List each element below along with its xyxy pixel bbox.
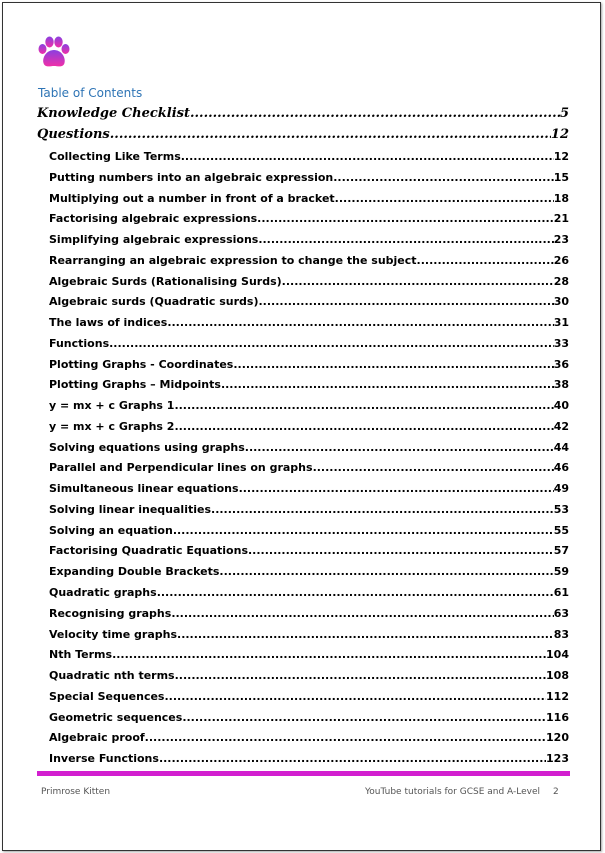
toc-entry[interactable] <box>49 192 569 208</box>
toc-entry-title: Algebraic Surds (Rationalising Surds) <box>49 275 282 288</box>
toc-entry-title: Quadratic graphs <box>49 586 157 599</box>
toc-section-title: Questions <box>37 127 110 142</box>
toc-leader-dots <box>258 233 553 246</box>
toc-entry[interactable] <box>49 295 569 311</box>
toc-entry-title: Quadratic nth terms <box>49 669 175 682</box>
toc-entry[interactable] <box>49 711 569 727</box>
toc-entry[interactable] <box>49 461 569 477</box>
toc-entry[interactable] <box>49 337 569 353</box>
toc-entry[interactable] <box>49 669 569 685</box>
toc-entry[interactable] <box>49 503 569 519</box>
footer-author: Primrose Kitten <box>41 787 111 797</box>
toc-entry[interactable] <box>49 731 569 747</box>
toc-entry-page: 44 <box>553 441 569 454</box>
toc-entry-title: Plotting Graphs – Midpoints <box>49 378 221 391</box>
toc-entry-page: 57 <box>553 544 569 557</box>
toc-entry-title: Special Sequences <box>49 690 165 703</box>
toc-entry-page: 104 <box>546 648 569 661</box>
toc-leader-dots <box>257 212 554 225</box>
toc-entry-title: Multiplying out a number in front of a bracket <box>49 192 335 205</box>
toc-entry-title: Expanding Double Brackets <box>49 565 220 578</box>
toc-entry[interactable] <box>49 399 569 415</box>
toc-entry-title: Simultaneous linear equations <box>49 482 239 495</box>
toc-entry-title: Collecting Like Terms <box>49 150 181 163</box>
toc-entry-page: 23 <box>553 233 569 246</box>
toc-entry-page: 83 <box>553 628 569 641</box>
footer-accent-rule <box>37 771 570 776</box>
toc-entry[interactable] <box>49 212 569 228</box>
toc-section-page: 12 <box>550 127 569 142</box>
toc-entry-page: 38 <box>553 378 569 391</box>
toc-leader-dots <box>245 441 554 454</box>
toc-leader-dots <box>248 544 554 557</box>
toc-entry-page: 59 <box>553 565 569 578</box>
toc-leader-dots <box>211 503 554 516</box>
toc-entry-page: 53 <box>553 503 569 516</box>
toc-entry-title: Plotting Graphs - Coordinates <box>49 358 234 371</box>
toc-entry-page: 61 <box>553 586 569 599</box>
toc-leader-dots <box>171 607 553 620</box>
toc-entry-page: 26 <box>553 254 569 267</box>
toc-leader-dots <box>417 254 554 267</box>
toc-leader-dots <box>177 628 554 641</box>
toc-entry-page: 30 <box>553 295 569 308</box>
toc-entry-page: 63 <box>553 607 569 620</box>
toc-entry[interactable] <box>49 524 569 540</box>
toc-entry-title: y = mx + c Graphs 2 <box>49 420 175 433</box>
toc-entry[interactable] <box>49 648 569 664</box>
toc-leader-dots <box>219 565 553 578</box>
toc-entry-page: 40 <box>553 399 569 412</box>
toc-entry-title: Inverse Functions <box>49 752 159 765</box>
toc-leader-dots <box>110 127 551 142</box>
toc-entry-title: Nth Terms <box>49 648 113 661</box>
toc-entry-page: 49 <box>553 482 569 495</box>
toc-entry-page: 108 <box>546 669 569 682</box>
toc-entry-title: Factorising Quadratic Equations <box>49 544 248 557</box>
toc-section-questions[interactable] <box>37 127 569 145</box>
toc-leader-dots <box>190 106 560 121</box>
toc-entry-page: 123 <box>546 752 569 765</box>
toc-entry-title: Rearranging an algebraic expression to change the subject <box>49 254 417 267</box>
toc-section-page: 5 <box>559 106 569 121</box>
toc-entry-title: Factorising algebraic expressions <box>49 212 258 225</box>
toc-entry-page: 116 <box>546 711 569 724</box>
toc-entry[interactable] <box>49 544 569 560</box>
toc-entry[interactable] <box>49 358 569 374</box>
toc-entry[interactable] <box>49 482 569 498</box>
footer-page-number: 2 <box>553 787 559 797</box>
toc-leader-dots <box>145 731 546 744</box>
toc-entry-title: Simplifying algebraic expressions <box>49 233 259 246</box>
toc-leader-dots <box>282 275 554 288</box>
toc-entry-title: Solving an equation <box>49 524 173 537</box>
toc-entry[interactable] <box>49 628 569 644</box>
toc-entry-title: The laws of indices <box>49 316 168 329</box>
toc-leader-dots <box>333 171 553 184</box>
toc-entry[interactable] <box>49 171 569 187</box>
toc-leader-dots <box>221 378 554 391</box>
toc-section-knowledge-checklist[interactable] <box>37 106 569 124</box>
toc-entry[interactable] <box>49 586 569 602</box>
toc-entry-title: Recognising graphs <box>49 607 172 620</box>
toc-entry-title: Velocity time graphs <box>49 628 178 641</box>
toc-entry-title: Parallel and Perpendicular lines on graphs <box>49 461 313 474</box>
toc-entry-page: 42 <box>553 420 569 433</box>
toc-entry-page: 18 <box>553 192 569 205</box>
toc-entry-page: 28 <box>553 275 569 288</box>
toc-entry[interactable] <box>49 690 569 706</box>
toc-entry-page: 33 <box>553 337 569 350</box>
toc-entry[interactable] <box>49 441 569 457</box>
toc-leader-dots <box>233 358 553 371</box>
toc-entry-page: 21 <box>553 212 569 225</box>
toc-entry-page: 46 <box>553 461 569 474</box>
toc-section-title: Knowledge Checklist <box>37 106 190 121</box>
toc-leader-dots <box>159 752 546 765</box>
toc-entry-page: 36 <box>553 358 569 371</box>
toc-leader-dots <box>173 524 554 537</box>
toc-leader-dots <box>259 295 554 308</box>
toc-leader-dots <box>174 420 553 433</box>
toc-entry[interactable] <box>49 150 569 166</box>
toc-heading: Table of Contents <box>38 86 143 100</box>
toc-entry-title: Algebraic surds (Quadratic surds) <box>49 295 259 308</box>
toc-entry[interactable] <box>49 254 569 270</box>
toc-leader-dots <box>175 669 546 682</box>
toc-entry[interactable] <box>49 752 569 768</box>
toc-entry-title: Putting numbers into an algebraic expression <box>49 171 334 184</box>
toc-leader-dots <box>164 690 546 703</box>
toc-leader-dots <box>157 586 554 599</box>
toc-leader-dots <box>174 399 553 412</box>
toc-entry-page: 31 <box>553 316 569 329</box>
toc-entry[interactable] <box>49 316 569 332</box>
toc-entry-page: 112 <box>546 690 569 703</box>
toc-entry[interactable] <box>49 607 569 623</box>
toc-leader-dots <box>182 711 546 724</box>
toc-entry-title: Solving equations using graphs <box>49 441 245 454</box>
toc-entry-title: Functions <box>49 337 110 350</box>
toc-entry-page: 55 <box>553 524 569 537</box>
toc-leader-dots <box>239 482 554 495</box>
toc-leader-dots <box>167 316 553 329</box>
toc-leader-dots <box>181 150 554 163</box>
toc-entry[interactable] <box>49 233 569 249</box>
toc-leader-dots <box>109 337 554 350</box>
toc-entry-title: Algebraic proof <box>49 731 145 744</box>
toc-entry-page: 120 <box>546 731 569 744</box>
toc-entry-page: 15 <box>553 171 569 184</box>
toc-leader-dots <box>335 192 554 205</box>
toc-entry-title: y = mx + c Graphs 1 <box>49 399 175 412</box>
toc-entry[interactable] <box>49 565 569 581</box>
document-page <box>2 2 601 851</box>
footer-tagline: YouTube tutorials for GCSE and A-Level <box>365 787 541 797</box>
toc-entry-page: 12 <box>553 150 569 163</box>
toc-entry-title: Geometric sequences <box>49 711 183 724</box>
toc-leader-dots <box>313 461 554 474</box>
toc-leader-dots <box>112 648 546 661</box>
toc-entry-title: Solving linear inequalities <box>49 503 212 516</box>
paw-print-icon <box>36 35 72 71</box>
toc-entry[interactable] <box>49 420 569 436</box>
toc-entry[interactable] <box>49 275 569 291</box>
toc-entry[interactable] <box>49 378 569 394</box>
